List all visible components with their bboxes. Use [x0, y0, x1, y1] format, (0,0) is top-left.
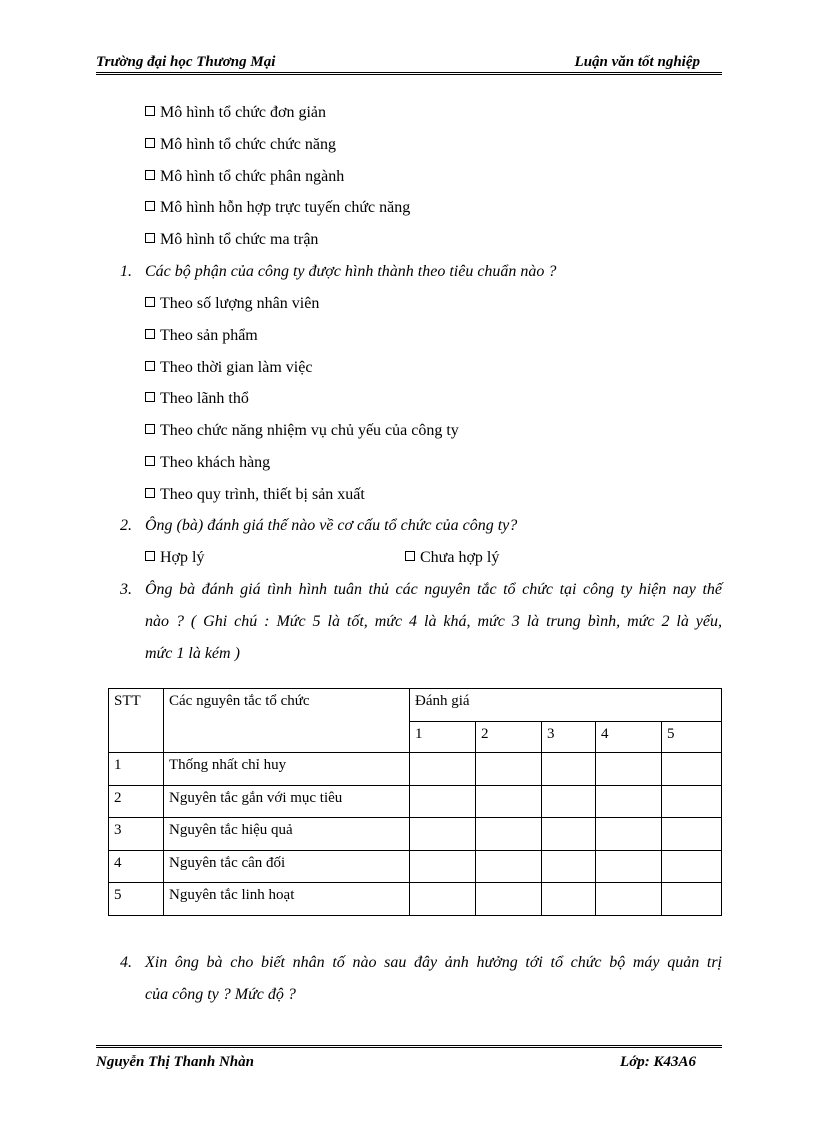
question-text: Ông bà đánh giá tình hình tuân thủ các nguyên tắc tổ chức tại công ty hiện nay thế — [145, 581, 722, 598]
header-principle: Các nguyên tắc tổ chức — [164, 689, 410, 753]
checkbox-icon[interactable] — [145, 456, 155, 466]
table-row — [109, 883, 722, 916]
rating-cell[interactable] — [476, 753, 542, 786]
checkbox-option[interactable]: Theo sản phẩm — [145, 327, 258, 345]
row-stt: 1 — [109, 753, 164, 786]
page-header — [96, 50, 722, 74]
rating-cell[interactable] — [662, 851, 722, 883]
rating-cell[interactable] — [596, 883, 662, 916]
row-stt: 5 — [109, 883, 164, 916]
level-header: 3 — [542, 722, 596, 753]
question-text: Xin ông bà cho biết nhân tố nào sau đây ảnh hưởng tới tổ chức bộ máy quản trị — [145, 954, 722, 971]
checkbox-icon[interactable] — [405, 551, 415, 561]
rating-cell[interactable] — [542, 818, 596, 851]
rating-cell[interactable] — [662, 883, 722, 916]
question-number: 4. — [120, 954, 132, 971]
rating-cell[interactable] — [410, 818, 476, 851]
question-number: 2. — [120, 517, 132, 534]
level-header: 5 — [662, 722, 722, 753]
rating-cell[interactable] — [410, 786, 476, 818]
footer-rule — [96, 1045, 722, 1048]
checkbox-icon[interactable] — [145, 361, 155, 371]
header-rating: Đánh giá — [410, 689, 722, 722]
checkbox-option[interactable]: Theo quy trình, thiết bị sản xuất — [145, 486, 365, 504]
question-text: của công ty ? Mức độ ? — [145, 986, 296, 1003]
rating-cell[interactable] — [410, 851, 476, 883]
checkbox-icon[interactable] — [145, 233, 155, 243]
table-row — [109, 851, 722, 883]
row-principle: Thống nhất chỉ huy — [164, 753, 410, 786]
footer-author: Nguyễn Thị Thanh Nhàn — [96, 1054, 254, 1070]
rating-cell[interactable] — [662, 818, 722, 851]
checkbox-option[interactable]: Chưa hợp lý — [405, 549, 499, 567]
question-number: 1. — [120, 263, 132, 280]
rating-cell[interactable] — [542, 851, 596, 883]
checkbox-icon[interactable] — [145, 138, 155, 148]
header-rule — [96, 72, 722, 75]
rating-cell[interactable] — [410, 753, 476, 786]
rating-cell[interactable] — [476, 851, 542, 883]
table-row — [109, 786, 722, 818]
row-stt: 3 — [109, 818, 164, 851]
table-row — [109, 818, 722, 851]
level-header: 4 — [596, 722, 662, 753]
rating-cell[interactable] — [410, 883, 476, 916]
question-number: 3. — [120, 581, 132, 598]
row-principle: Nguyên tắc linh hoạt — [164, 883, 410, 916]
rating-table — [108, 688, 722, 916]
checkbox-option[interactable]: Mô hình tổ chức đơn giản — [145, 104, 326, 122]
row-stt: 2 — [109, 786, 164, 818]
checkbox-option[interactable]: Theo lãnh thổ — [145, 390, 249, 408]
rating-cell[interactable] — [542, 753, 596, 786]
header-doc-type: Luận văn tốt nghiệp — [574, 54, 700, 70]
checkbox-option[interactable]: Mô hình tổ chức chức năng — [145, 136, 336, 154]
checkbox-option[interactable]: Theo thời gian làm việc — [145, 359, 312, 377]
rating-cell[interactable] — [662, 786, 722, 818]
checkbox-option[interactable]: Theo số lượng nhân viên — [145, 295, 319, 313]
checkbox-icon[interactable] — [145, 297, 155, 307]
checkbox-icon[interactable] — [145, 488, 155, 498]
footer-class: Lớp: K43A6 — [620, 1054, 696, 1070]
rating-cell[interactable] — [596, 786, 662, 818]
row-stt: 4 — [109, 851, 164, 883]
checkbox-icon[interactable] — [145, 551, 155, 561]
rating-cell[interactable] — [542, 883, 596, 916]
row-principle: Nguyên tắc gắn với mục tiêu — [164, 786, 410, 818]
header-school: Trường đại học Thương Mại — [96, 54, 276, 70]
row-principle: Nguyên tắc hiệu quả — [164, 818, 410, 851]
checkbox-icon[interactable] — [145, 392, 155, 402]
question-text: nào ? ( Ghi chú : Mức 5 là tốt, mức 4 là khá, mức 3 là trung bình, mức 2 là yếu, — [145, 613, 722, 630]
question-text: Ông (bà) đánh giá thế nào về cơ cấu tổ chức của công ty? — [145, 517, 518, 534]
level-header: 1 — [410, 722, 476, 753]
rating-cell[interactable] — [476, 818, 542, 851]
question-text: Các bộ phận của công ty được hình thành theo tiêu chuẩn nào ? — [145, 263, 557, 280]
checkbox-icon[interactable] — [145, 170, 155, 180]
level-header: 2 — [476, 722, 542, 753]
checkbox-icon[interactable] — [145, 424, 155, 434]
rating-cell[interactable] — [662, 753, 722, 786]
checkbox-option[interactable]: Mô hình hỗn hợp trực tuyến chức năng — [145, 199, 410, 217]
rating-cell[interactable] — [596, 851, 662, 883]
row-principle: Nguyên tắc cân đối — [164, 851, 410, 883]
checkbox-icon[interactable] — [145, 106, 155, 116]
rating-cell[interactable] — [476, 883, 542, 916]
checkbox-option[interactable]: Theo khách hàng — [145, 454, 270, 472]
checkbox-option[interactable]: Mô hình tổ chức ma trận — [145, 231, 318, 249]
checkbox-icon[interactable] — [145, 329, 155, 339]
checkbox-option[interactable]: Theo chức năng nhiệm vụ chủ yếu của công ty — [145, 422, 459, 440]
checkbox-option[interactable]: Hợp lý — [145, 549, 204, 567]
rating-cell[interactable] — [542, 786, 596, 818]
question-text: mức 1 là kém ) — [145, 645, 240, 662]
checkbox-icon[interactable] — [145, 201, 155, 211]
table-row — [109, 753, 722, 786]
header-stt: STT — [109, 689, 164, 753]
rating-cell[interactable] — [596, 818, 662, 851]
rating-cell[interactable] — [596, 753, 662, 786]
rating-cell[interactable] — [476, 786, 542, 818]
checkbox-option[interactable]: Mô hình tổ chức phân ngành — [145, 168, 344, 186]
